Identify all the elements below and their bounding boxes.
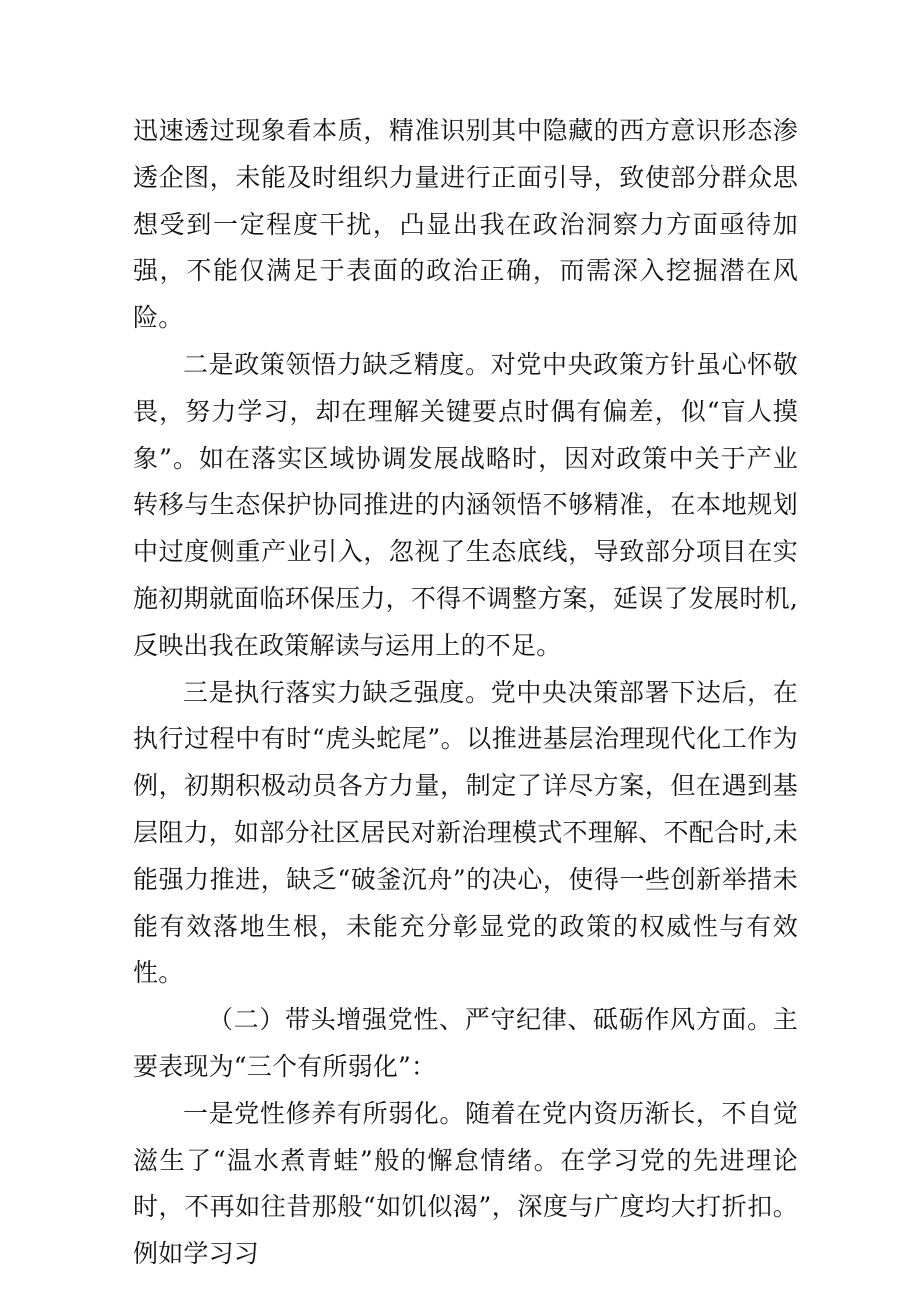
section-heading-two: （二）带头增强党性、严守纪律、砥砺作风方面。主要表现为“三个有所弱化”：	[133, 1005, 798, 1081]
paragraph-execution: 三是执行落实力缺乏强度。党中央决策部署下达后，在执行过程中有时“虎头蛇尾”。以推进基层治理现代化工作为例，初期积极动员各方力量，制定了详尽方案，但在遇到基层阻力，如部分社区居民对新治理模式不理解、不配合时,未能强力推进，缺乏“破釜沉舟”的决心，使得一些创新举措未能有效落地生根，未能充分彰显党的政策的权威性与有效性。	[133, 677, 798, 988]
paragraph-policy-understanding: 二是政策领悟力缺乏精度。对党中央政策方针虽心怀敬畏，努力学习，却在理解关键要点时偶有偏差，似“盲人摸象”。如在落实区域协调发展战略时，因对政策中关于产业转移与生态保护协同推进的内涵领悟不够精准，在本地规划中过度侧重产业引入，忽视了生态底线，导致部分项目在实施初期就面临环保压力，不得不调整方案，延误了发展时机,反映出我在政策解读与运用上的不足。	[133, 349, 798, 660]
document-body	[133, 108, 798, 1278]
paragraph-continuation: 迅速透过现象看本质，精准识别其中隐藏的西方意识形态渗透企图，未能及时组织力量进行正面引导，致使部分群众思想受到一定程度干扰，凸显出我在政治洞察力方面亟待加强，不能仅满足于表面的政治正确，而需深入挖掘潜在风险。	[133, 116, 798, 333]
paragraph-party-spirit: 一是党性修养有所弱化。随着在党内资历渐长，不自觉滋生了“温水煮青蛙”般的懈怠情绪。在学习党的先进理论时，不再如往昔那般“如饥似渴”，深度与广度均大打折扣。例如学习习	[133, 1098, 798, 1269]
